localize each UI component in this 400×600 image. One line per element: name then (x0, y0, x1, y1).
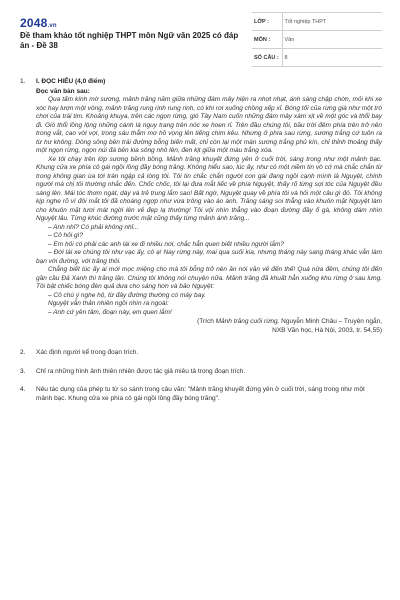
question-text: Xác định người kể trong đoạn trích. (36, 349, 139, 356)
info-row-class (252, 13, 382, 31)
question-number: 2. (20, 349, 26, 356)
exam-info-table (252, 12, 382, 67)
dialogue-line: – Em hỏi có phải các anh lái xe đi nhiều nơi, chắc hẳn quen biết nhiều người lắm? (48, 240, 285, 248)
question-number: 1. (20, 78, 26, 85)
dialogue-line: – Đời lái xe chúng tôi như vạc ấy, cô ạ! Nay rừng này, mai qua suối kia, nhưng tháng này sang tháng khác vẫn làm bạn với đường, với trăng thôi. (36, 249, 382, 265)
passage-label: Đọc văn bản sau: (36, 87, 90, 95)
question-number: 4. (20, 386, 26, 393)
site-logo[interactable]: 2048.vn (20, 16, 57, 30)
page-header (0, 0, 400, 60)
page-title: Đề tham khảo tốt nghiệp THPT môn Ngữ văn 2025 có đáp án - Đề 38 (20, 31, 239, 50)
question-4 (20, 386, 382, 403)
question-1 (20, 78, 382, 335)
passage (36, 96, 382, 317)
exam-content (20, 78, 382, 403)
question-2 (20, 349, 382, 358)
dialogue-line: – Anh cứ yên tâm, đoạn này, em quen lắm! (48, 308, 172, 316)
citation: (Trích Mảnh trăng cuối rừng, Nguyễn Minh Châu – Truyện ngắn, NXB Văn học, Hà Nội, 2003, tr. 54,55) (197, 318, 382, 334)
dialogue-line: – Anh nhỉ? Có phải không nhỉ... (48, 223, 139, 231)
info-value: Tốt nghiệp THPT (282, 13, 382, 31)
info-label: MÔN : (252, 31, 282, 49)
passage-paragraph: Nguyệt vẫn thản nhiên ngồi nhìn ra ngoài: (48, 300, 169, 307)
passage-paragraph: Chẳng biết lúc ấy ai mới mọc miệng cho mà tôi bỗng trở nên ăn nói văn vẻ đến thế! Quá nửa đêm, chúng tôi đến gần cầu Đá Xanh thì trăng lặn. Chúng tôi không nói chuyện nữa. Mảnh trăng đã khuất hẳn xuống khu rừng ở sau lưng. Tôi bật chiếc bóng đèn quả dưa cho sáng hơn và bảo Nguyệt: (36, 266, 382, 290)
question-text: Chỉ ra những hình ảnh thiên nhiên được tác giả miêu tả trong đoạn trích. (36, 367, 246, 375)
passage-paragraph: Xe tôi chạy trên lớp sương bềnh bồng. Mảnh trăng khuyết đứng yên ở cuối trời, sáng trong như một mảnh bạc. Khung cửa xe phía cô gái ngồi lồng đầy bóng trăng. Không hiểu sao, lúc ấy, như có một niềm tin vô cớ mà chắc chắn từ trong không gian ùa tới tràn ngập cả lòng tôi. Tôi tin chắc chắn người con gái đang ngồi cạnh mình là Nguyệt, chính người mà chị tôi thường nhắc đến. Chốc chốc, tôi lại đưa mắt liếc về phía Nguyệt, thấy rõ từng sợi tóc của Nguyệt đều sáng lên. Mái tóc thơm ngát, dày và trẻ trung lắm sao! Bất ngờ, Nguyệt quay về phía tôi và hỏi một câu gì đó. Tôi không kịp nghe rõ vì đôi mắt tôi đã choáng ngợp như vừa trông vào áo ánh. Trăng sáng soi thẳng vào khuôn mặt Nguyệt làm cho khuôn mặt tươi mát ngời lên vẻ đẹp lạ thường! Tôi vội nhìn thẳng vào đoạn đường đầy ổ gà, không dám nhìn Nguyệt lâu. Từng khúc đường trước mặt cũng thấy từng mảnh ánh trăng... (36, 155, 382, 222)
info-value: 8 (282, 49, 382, 67)
reading-section (36, 78, 382, 335)
passage-paragraph: Qua tấm kính mờ sương, mảnh trăng năm giữa những đám mây hiện ra nhợt nhạt, ánh sáng chập chờn, mỏi khi xe xóc hay lượn một vòng, mảnh trăng rung rinh rung rinh, có khi rơi xuống chồng xếp xỉ. Bóng tối của rừng già như một trò chơi của trái tim. Khoảng khuya, trên các ngọn rừng, gió Tây Nam cuốn những đám mây xám xịt về một góc và thổi bay đi. Gió thổi lồng lộng những cánh lá nguy trang trên nóc xe hoen rỉ. Trên đầu chúng tôi, bầu trời đêm phía trên trở nên trong vắt, cao vời vợi, trong sáu thẳm mơ hồ vọng lên tiếng chim kêu. Nhưng ở phía sau rừng, sương trắng cứ tuôn ra từ hư không. Dòng sông bên trái đường bỗng biến mất, chỉ còn lại một màn sương trắng phủ kín, chỉ thỉnh thoảng thấy một ngọn rừng, ngọn núi đá bên kia sông nhô lên, đen kịt giữa một màu trắng xóa. (36, 96, 382, 154)
info-label: SỐ CÂU : (252, 49, 282, 67)
info-label: LỚP : (252, 13, 282, 31)
question-number: 3. (20, 367, 26, 375)
question-text: Nêu tác dụng của phép tu từ so sánh trong câu văn: "Mảnh trăng khuyết đứng yên ở cuối trời, sáng trong như một mảnh bạc. Khung cửa xe phía cô gái ngồi lồng đầy bóng trăng". (36, 386, 365, 402)
info-row-subject (252, 31, 382, 49)
info-row-count (252, 49, 382, 67)
info-value: Văn (282, 31, 382, 49)
dialogue-line: – Cô chú ý nghe hộ, từ đây đường thường có máy bay. (48, 291, 206, 299)
dialogue-line: – Cô hỏi gì? (48, 232, 84, 239)
question-3 (20, 368, 382, 377)
section-title: I. ĐỌC HIỂU (4,0 điểm) (36, 78, 106, 85)
